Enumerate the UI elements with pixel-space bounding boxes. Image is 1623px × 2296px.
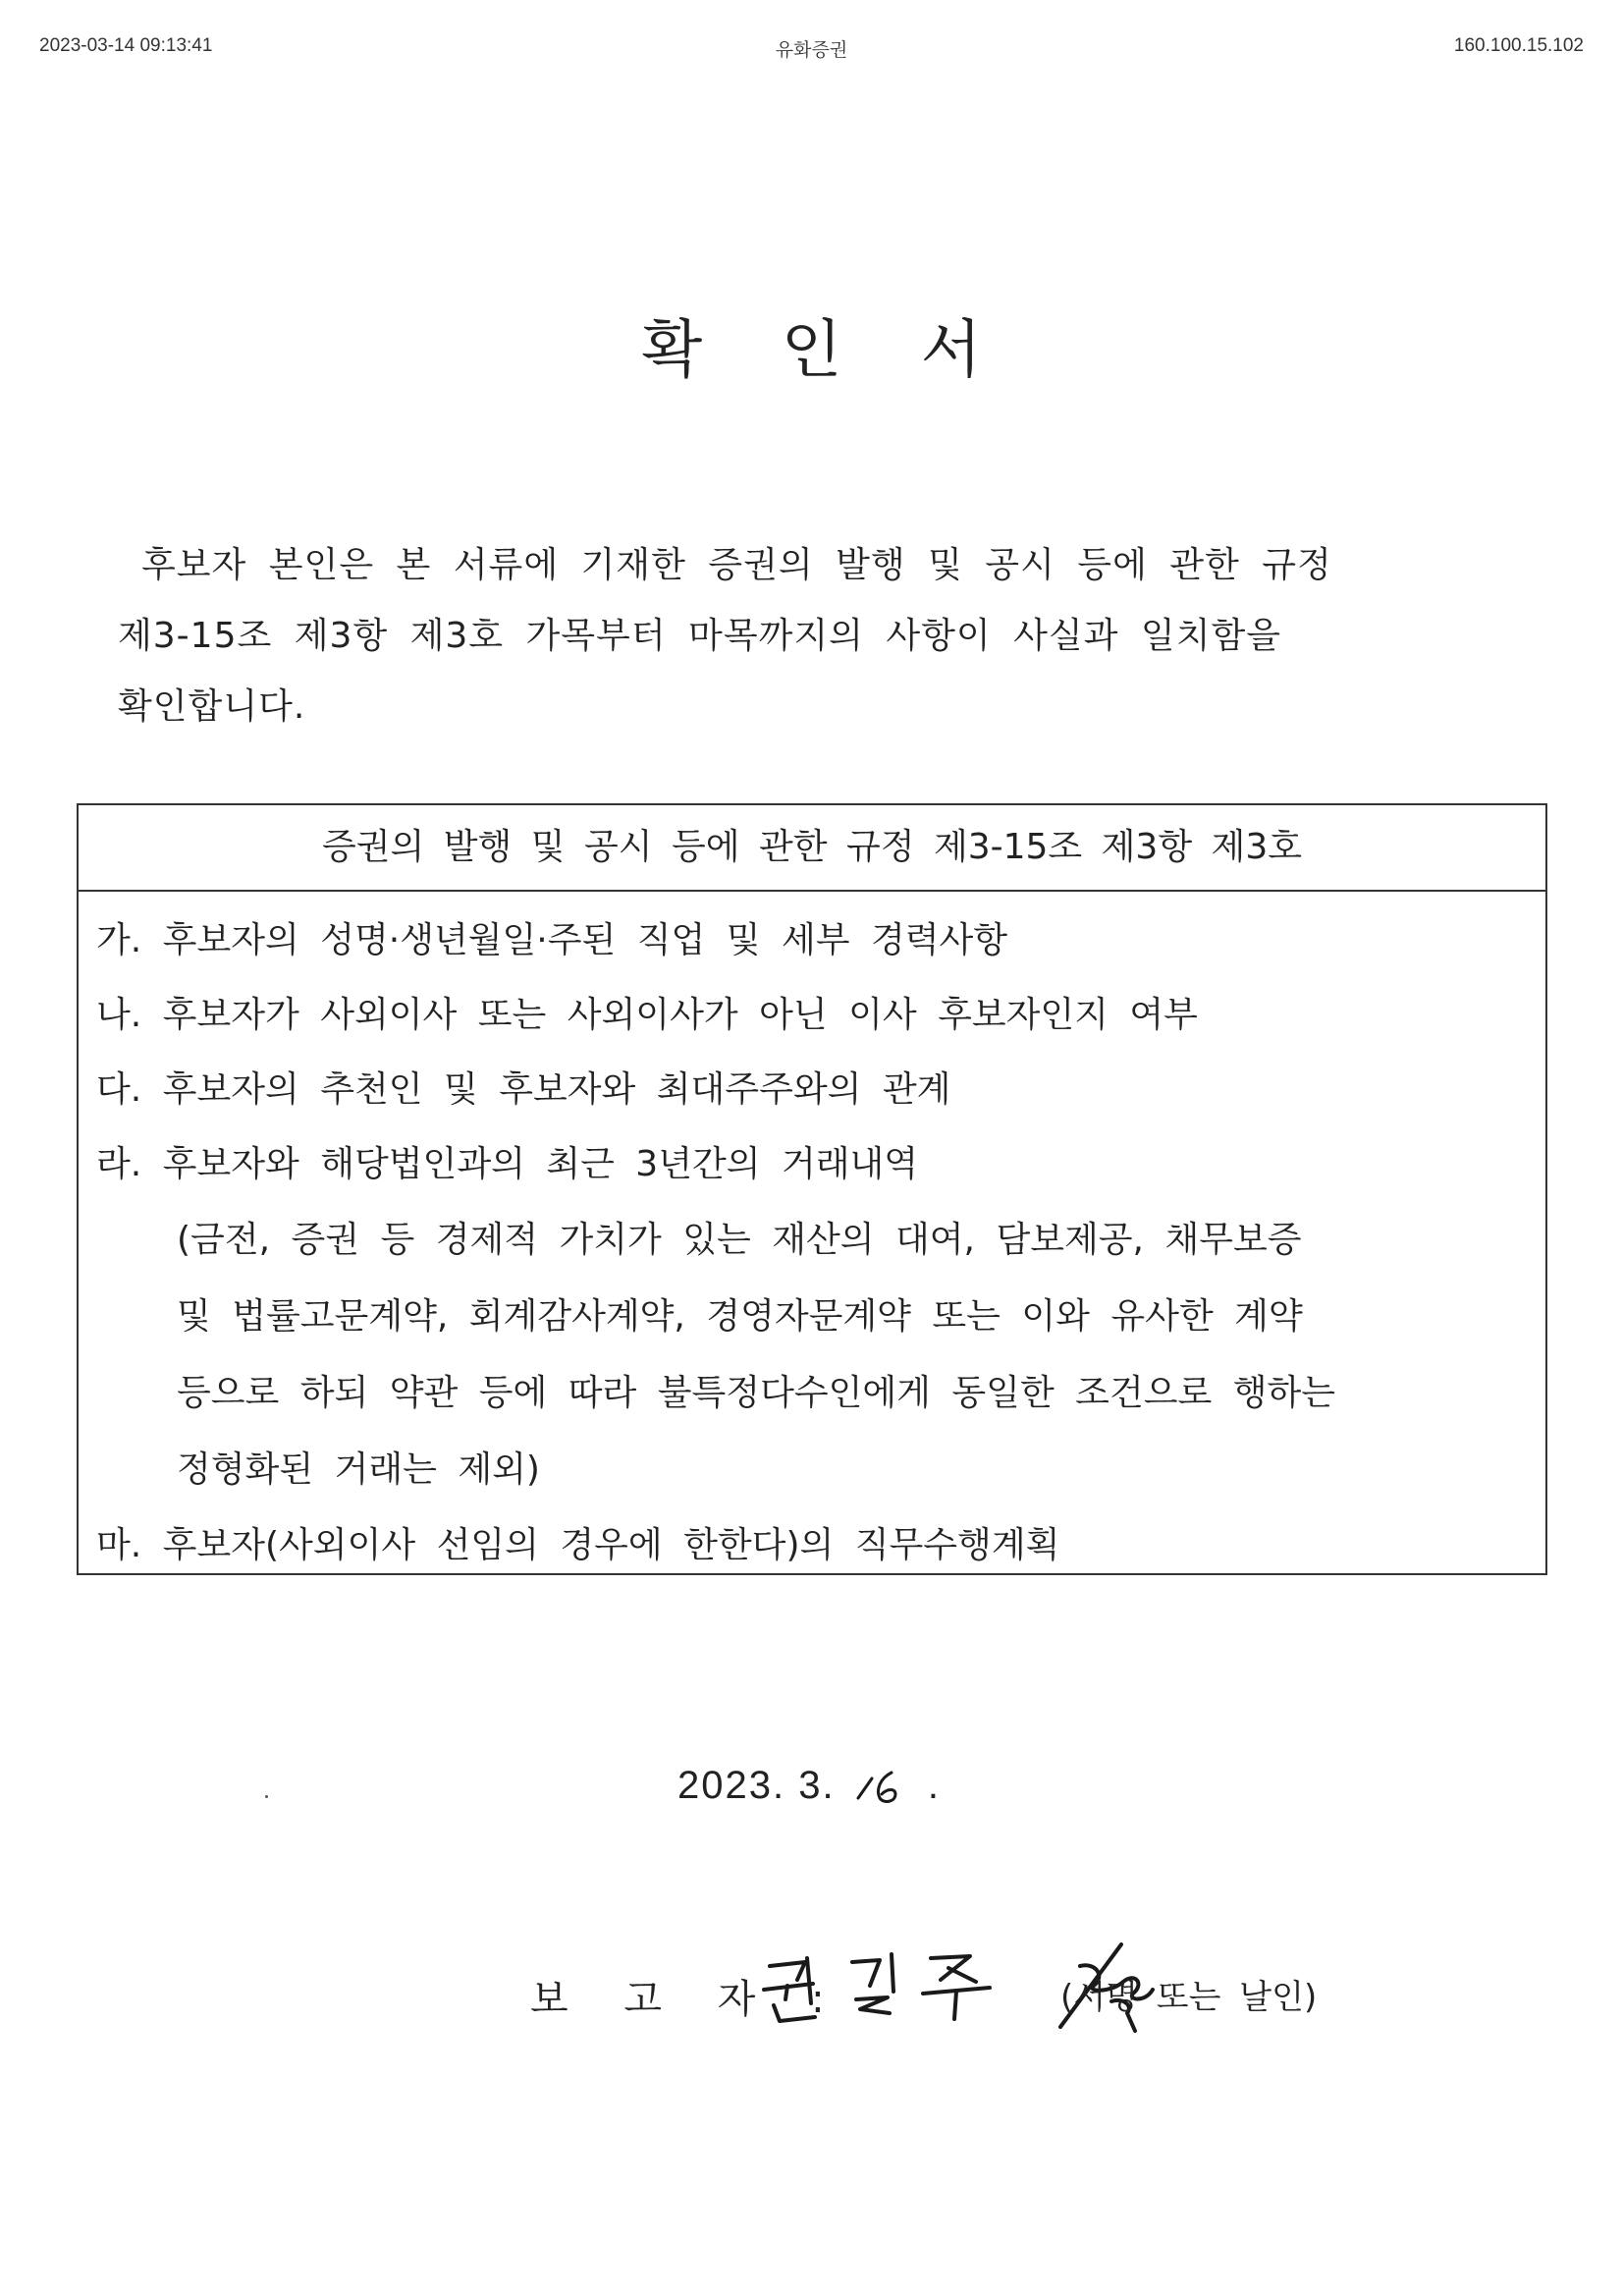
regulation-items — [79, 892, 1545, 1583]
company-name: 유화증권 — [775, 40, 848, 61]
regulation-heading: 증권의 발행 및 공시 등에 관한 규정 제3-15조 제3항 제3호 — [79, 805, 1545, 892]
regulation-item-ga: 가. 후보자의 성명·생년월일·주된 직업 및 세부 경력사항 — [96, 920, 1008, 960]
document-title: 확 인 서 — [641, 314, 1011, 387]
regulation-item-da: 다. 후보자의 추천인 및 후보자와 최대주주와의 관계 — [96, 1069, 951, 1110]
handwritten-day — [852, 1765, 911, 1810]
regulation-note-line-1: (금전, 증권 등 경제적 가치가 있는 재산의 대여, 담보제공, 채무보증 — [177, 1220, 1302, 1260]
intro-line-2: 제3-15조 제3항 제3호 가목부터 마목까지의 사항이 사실과 일치함을 — [118, 616, 1282, 656]
intro-line-1: 후보자 본인은 본 서류에 기재한 증권의 발행 및 공시 등에 관한 규정 — [141, 545, 1332, 585]
intro-paragraph — [118, 530, 1492, 742]
document-date — [677, 1764, 941, 1810]
handwritten-name-signature — [758, 1944, 1013, 2033]
regulation-note-line-3: 등으로 하되 약관 등에 따라 불특정다수인에게 동일한 조건으로 행하는 — [177, 1373, 1336, 1413]
print-timestamp: 2023-03-14 09:13:41 — [39, 35, 213, 56]
date-prefix: 2023. 3. — [677, 1764, 836, 1807]
regulation-box — [77, 803, 1547, 1575]
ip-address: 160.100.15.102 — [1453, 35, 1584, 56]
regulation-item-na: 나. 후보자가 사외이사 또는 사외이사가 아닌 이사 후보자인지 여부 — [96, 995, 1198, 1035]
regulation-note-line-4: 정형화된 거래는 제외) — [177, 1449, 540, 1490]
regulation-note-line-2: 및 법률고문계약, 회계감사계약, 경영자문계약 또는 이와 유사한 계약 — [177, 1296, 1303, 1337]
intro-line-3: 확인합니다. — [118, 686, 306, 727]
date-suffix: . — [927, 1764, 941, 1807]
signature-note: (서명 또는 날인) — [1060, 1978, 1318, 2017]
regulation-item-ra: 라. 후보자와 해당법인과의 최근 3년간의 거래내역 — [96, 1144, 919, 1184]
print-header — [39, 29, 1584, 59]
signature-block — [530, 1954, 1414, 2033]
reporter-label: 보 고 자 : — [530, 1977, 846, 2022]
regulation-item-ma: 마. 후보자(사외이사 선임의 경우에 한한다)의 직무수행계획 — [96, 1525, 1060, 1565]
scan-speck — [265, 1795, 268, 1798]
